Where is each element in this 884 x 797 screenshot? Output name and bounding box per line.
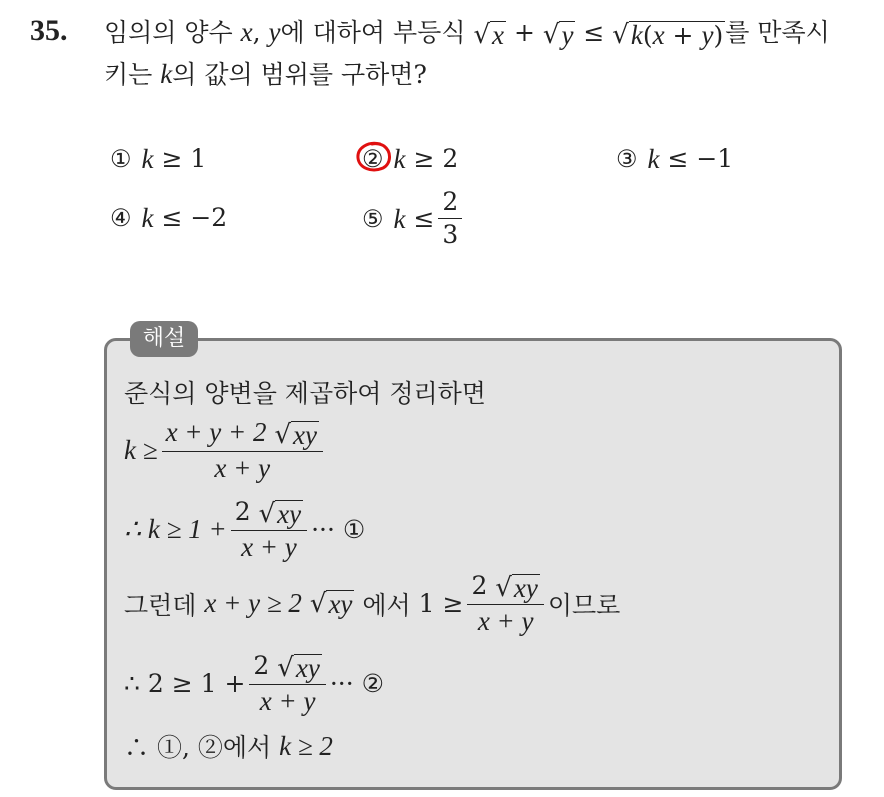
le-sign: ≤ bbox=[583, 18, 605, 47]
question-line2-text1: 키는 bbox=[104, 60, 153, 89]
comma: , bbox=[252, 18, 261, 47]
choice-2[interactable]: ② k ≥ 2 bbox=[362, 144, 459, 174]
question-text-1: 임의의 양수 bbox=[104, 18, 233, 47]
solution-line-4: 그런데 x + y ≥ 2 √ xy 에서 1 ≥ 2 √ xy x + y 이므로 bbox=[124, 571, 621, 636]
question-text-3: 를 만족시 bbox=[725, 18, 830, 47]
fraction-line2: x + y + 2 √ xy x + y bbox=[162, 418, 323, 483]
question-line-2 bbox=[104, 58, 427, 91]
sqrt-y: √ y bbox=[542, 19, 574, 50]
choice-4-number: ④ bbox=[110, 204, 132, 232]
choice-5[interactable]: ⑤ k ≤ $\frac{2}{3}$ bbox=[362, 188, 466, 249]
solution-line-3: ∴ k ≥ 1 + 2 √ xy x + y ··· ① bbox=[124, 497, 366, 562]
fraction-line3: 2 √ xy x + y bbox=[231, 498, 307, 562]
sqrt-x: √ x bbox=[473, 19, 504, 50]
choice-4[interactable]: ④ k ≤ −2 bbox=[110, 203, 228, 233]
solution-line-5: ∴ 2 ≥ 1 + 2 √ xy x + y ··· ② bbox=[124, 651, 385, 716]
choice-1-number: ① bbox=[110, 145, 132, 173]
choice-2-number: ② bbox=[362, 145, 384, 173]
choice-3[interactable]: ③ k ≤ −1 bbox=[616, 144, 734, 174]
plus-sign: + bbox=[513, 18, 535, 47]
answer-circle-mark bbox=[354, 140, 394, 174]
sqrt-kxy: √ k(x + y) bbox=[612, 19, 724, 50]
fraction-line5: 2 √ xy x + y bbox=[249, 652, 325, 716]
solution-line-2: k ≥ x + y + 2 √ xy x + y bbox=[124, 418, 327, 483]
fraction-line4: 2 √ xy x + y bbox=[467, 572, 543, 636]
choice-3-number: ③ bbox=[616, 145, 638, 173]
choice-5-number: ⑤ bbox=[362, 204, 384, 233]
var-k: k bbox=[160, 59, 173, 89]
question-line-1 bbox=[104, 16, 830, 49]
var-y: y bbox=[268, 17, 281, 47]
choice-1[interactable]: ① k ≥ 1 bbox=[110, 144, 207, 174]
solution-tab: 해설 bbox=[130, 321, 198, 357]
question-text-2: 에 대하여 부등식 bbox=[280, 18, 466, 47]
question-line2-text2: 의 값의 범위를 구하면? bbox=[172, 60, 427, 89]
fraction-two-thirds: $\frac{2}{3}$ bbox=[438, 188, 462, 249]
question-number: 35. bbox=[30, 14, 68, 47]
solution-line-6: ∴ ①, ②에서 k ≥ 2 bbox=[124, 730, 333, 762]
var-x: x bbox=[240, 17, 253, 47]
solution-line-1: 준식의 양변을 제곱하여 정리하면 bbox=[124, 379, 486, 408]
